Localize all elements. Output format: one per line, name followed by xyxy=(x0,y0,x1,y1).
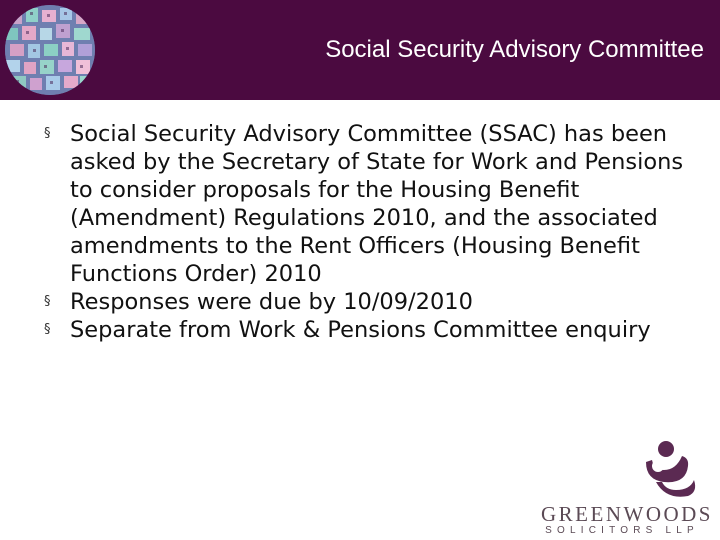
section-bullet-icon: § xyxy=(44,126,51,141)
greenwoods-logo-icon xyxy=(636,440,700,500)
bullet-text: Responses were due by 10/09/2010 xyxy=(70,289,473,315)
bullet-text: Social Security Advisory Committee (SSAC) has been asked by the Secretary of State for Work and Pensions to consider proposals for the Housing Benefit (Amendment) Regulations 2010, and the associated amendments to the Rent Officers (Housing Benefit Functions Order) 2010 xyxy=(70,121,684,287)
section-bullet-icon: § xyxy=(44,294,51,309)
header-bar xyxy=(0,0,720,100)
bullet-item xyxy=(44,120,694,288)
slide-title: Social Security Advisory Committee xyxy=(325,36,704,63)
community-houses-icon xyxy=(4,4,96,96)
section-bullet-icon: § xyxy=(44,322,51,337)
bullet-list xyxy=(44,120,694,344)
brand-name: GREENWOODS xyxy=(541,502,713,526)
bullet-item xyxy=(44,288,694,316)
bullet-text: Separate from Work & Pensions Committee enquiry xyxy=(70,317,651,343)
bullet-item xyxy=(44,316,694,344)
brand-subtitle: SOLICITORS LLP xyxy=(545,525,699,536)
